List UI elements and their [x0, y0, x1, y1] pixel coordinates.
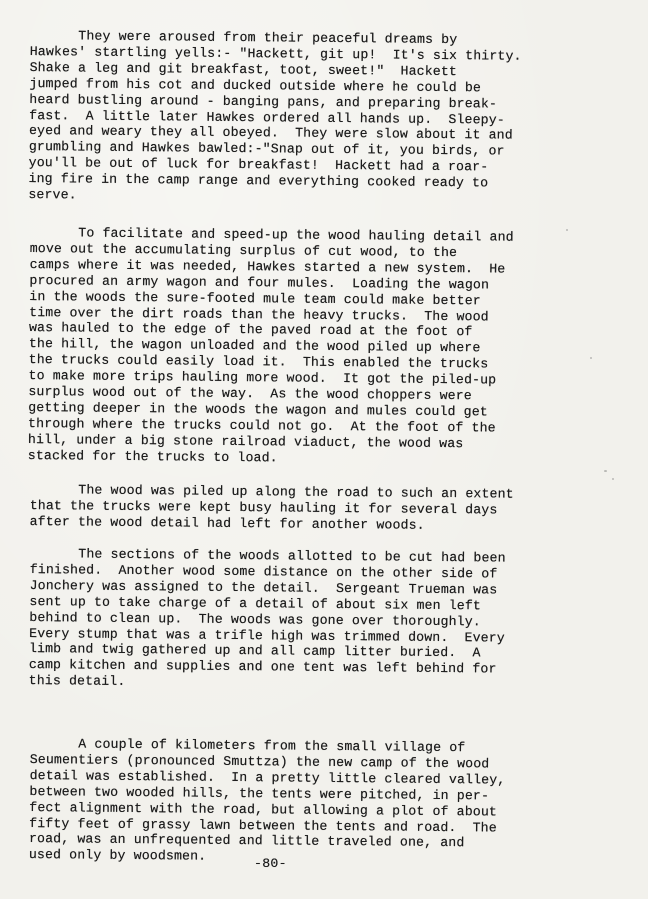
- paragraph-new-camp: [29, 736, 506, 868]
- text-line: to make more trips hauling more wood. It got the piled-up: [28, 368, 497, 388]
- text-line: fifty feet of grassy lawn between the tents and road. The: [29, 815, 497, 836]
- text-line: Every stump that was a trifle high was trimmed down. Every: [29, 625, 505, 646]
- text-line: procured an army wagon and four mules. Loading the wagon: [29, 272, 490, 293]
- text-line: the trucks could easily load it. This enabled the trucks: [28, 352, 489, 372]
- text-line: through where the trucks could not go. At the foot of the: [28, 415, 496, 436]
- text-line: jumped from his cot and ducked outside where he could be: [29, 75, 482, 96]
- text-line: behind to clean up. The woods was gone over thoroughly.: [29, 609, 481, 629]
- page-number: -80-: [254, 856, 287, 871]
- text-line: Seumentiers (pronounced Smuttza) the new camp of the wood: [29, 751, 490, 772]
- paper-speck: [566, 229, 568, 231]
- text-line: road, was an unfrequented and little traveled one, and: [28, 831, 465, 851]
- text-line: the hill, the wagon unloaded and the wood piled up where: [28, 336, 481, 356]
- text-line: Jonchery was assigned to the detail. Sergeant Trueman was: [29, 577, 498, 598]
- paper-speck: [604, 470, 607, 472]
- text-line: camp kitchen and supplies and one tent was left behind for: [28, 657, 497, 677]
- text-line: getting deeper in the woods the wagon and mules could get: [28, 399, 488, 420]
- paper-speck: [612, 478, 614, 480]
- text-line: hill, under a big stone railroad viaduct, the wood was: [27, 431, 464, 451]
- text-line: this detail.: [28, 673, 126, 690]
- paragraph-morning-wakeup: [28, 28, 522, 208]
- text-line: time over the dirt roads than the heavy trucks. The wood: [29, 304, 489, 324]
- text-line: that the trucks were kept busy hauling it for several days: [29, 497, 498, 518]
- text-line: used only by woodsmen.: [28, 847, 207, 865]
- text-line: after the wood detail had left for another woods.: [29, 513, 425, 533]
- text-line: move out the accumulating surplus of cut wood, to the: [29, 240, 458, 261]
- text-line: in the woods the sure-footed mule team could make better: [29, 288, 481, 308]
- text-line: stacked for the trucks to load.: [27, 447, 278, 466]
- paragraph-cleanup-detail: [29, 546, 506, 694]
- text-line: grumbling and Hawkes bawled:-"Snap out of it, you birds, or: [28, 139, 505, 159]
- text-line: limb and twig gathered up and all camp litter buried. A: [28, 641, 481, 661]
- text-line: camps where it was needed, Hawkes started a new system. He: [29, 256, 506, 277]
- text-line: was hauled to the edge of the paved road at the foot of: [28, 320, 473, 340]
- text-line: detail was established. In a pretty little cleared valley,: [29, 767, 506, 788]
- paragraph-wood-hauling: [28, 225, 514, 468]
- text-line: They were aroused from their peaceful dreams by: [29, 28, 458, 48]
- paper-speck: [590, 357, 592, 359]
- text-line: Shake a leg and git breakfast, toot, sweet!" Hackett: [29, 59, 458, 79]
- text-line: heard bustling around - banging pans, and preparing break-: [29, 91, 498, 112]
- text-line: finished. Another wood some distance on the other side of: [29, 561, 498, 582]
- text-line: Hawkes' startling yells:- "Hackett, git up! It's six thirty.: [29, 43, 522, 64]
- text-line: ing fire in the camp range and everything cooked ready to: [28, 171, 489, 191]
- text-line: you'll be out of luck for breakfast! Hackett had a roar-: [28, 155, 489, 175]
- text-line: A couple of kilometers from the small village of: [29, 736, 466, 756]
- text-line: The wood was piled up along the road to such an extent: [29, 482, 514, 502]
- text-line: To facilitate and speed-up the wood hauling detail and: [29, 225, 514, 245]
- text-line: sent up to take charge of a detail of about six men left: [29, 593, 482, 614]
- text-line: The sections of the woods allotted to be cut had been: [29, 546, 506, 566]
- text-line: eyed and weary they all obeyed. They were slow about it and: [28, 123, 513, 144]
- text-line: fect alignment with the road, but allowing a plot of about: [29, 799, 498, 820]
- paragraph-wood-piled: [30, 482, 514, 534]
- text-line: surplus wood out of the way. As the wood choppers were: [28, 384, 472, 404]
- text-line: serve.: [28, 187, 77, 203]
- text-line: between two wooded hills, the tents were pitched, in per-: [29, 783, 490, 804]
- text-line: fast. A little later Hawkes ordered all hands up. Sleepy-: [29, 107, 505, 128]
